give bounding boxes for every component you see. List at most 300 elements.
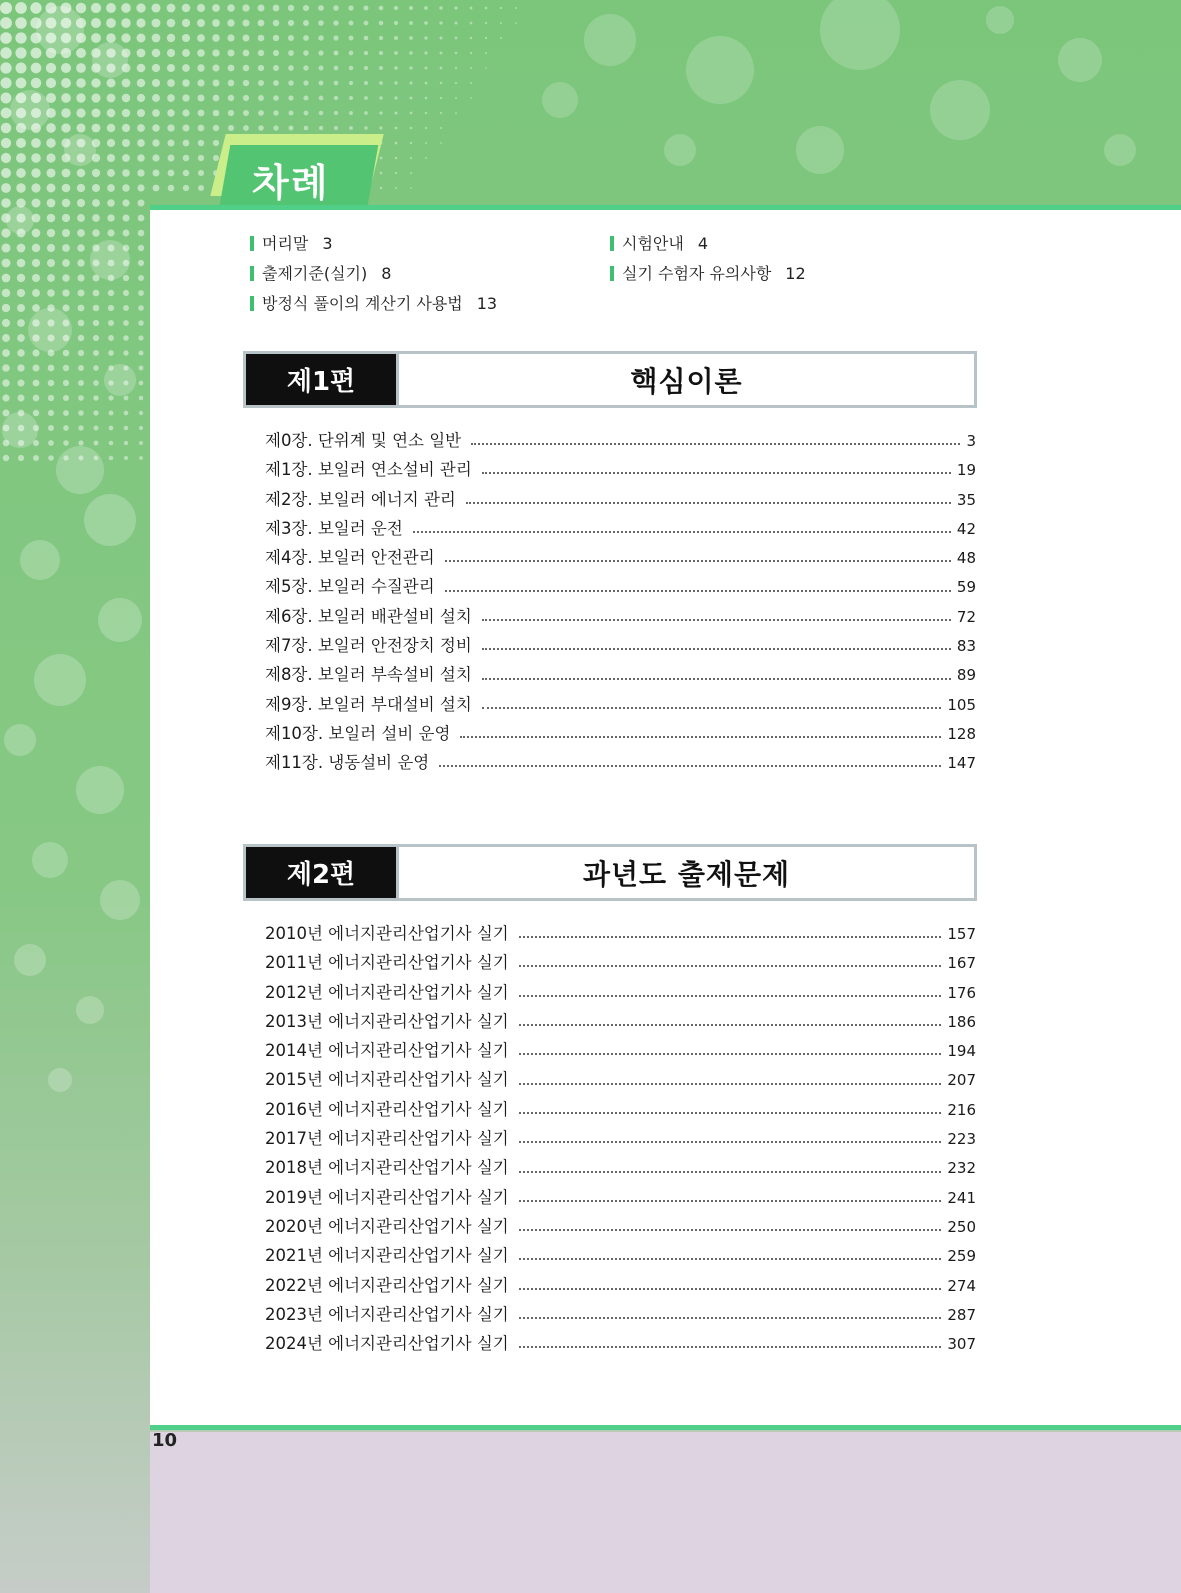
decor-dot	[92, 42, 128, 78]
decor-dot	[198, 140, 205, 147]
decor-dot	[46, 78, 56, 88]
part1-number: 제1편	[246, 354, 396, 405]
decor-dot	[197, 49, 205, 57]
decor-dot	[16, 183, 25, 192]
decor-dot	[93, 395, 98, 400]
decor-dot	[61, 78, 71, 88]
decor-dot	[258, 65, 264, 71]
decor-dot	[0, 17, 12, 29]
decor-dot	[91, 18, 101, 28]
decor-dot	[123, 290, 129, 296]
decor-dot	[455, 37, 458, 40]
decor-dot	[137, 94, 145, 102]
decor-dot	[212, 64, 219, 71]
toc-entry[interactable]	[265, 456, 976, 485]
decor-dot	[62, 304, 69, 311]
toc-entry[interactable]	[265, 1008, 976, 1037]
decor-dot	[228, 80, 235, 87]
toc-entry[interactable]	[265, 573, 976, 602]
decor-dot	[33, 380, 40, 387]
decor-dot	[46, 63, 56, 73]
decor-dot	[78, 425, 83, 430]
decor-dot	[18, 455, 24, 461]
decor-dot	[304, 96, 309, 101]
toc-page: 176	[947, 983, 976, 1002]
decor-dot	[183, 140, 190, 147]
decor-dot	[455, 67, 457, 69]
decor-dot	[167, 34, 175, 42]
decor-dot	[485, 7, 488, 10]
decor-dot	[455, 97, 457, 99]
toc-entry[interactable]	[265, 1154, 976, 1183]
dot-leader	[519, 1287, 942, 1290]
decor-dot	[319, 111, 324, 116]
decor-dot	[109, 441, 114, 446]
decor-dot	[62, 169, 71, 178]
dot-leader	[413, 530, 951, 533]
toc-label: 2020년 에너지관리산업기사 실기	[265, 1216, 509, 1236]
toc-entry[interactable]	[265, 720, 976, 749]
decor-dot	[470, 82, 472, 84]
decor-dot	[243, 110, 249, 116]
decor-dot	[379, 36, 383, 40]
intro-item[interactable]	[250, 261, 391, 284]
decor-dot	[197, 94, 204, 101]
decor-dot	[197, 79, 204, 86]
decor-dot	[500, 22, 502, 24]
decor-dot	[136, 18, 145, 27]
decor-dot	[409, 66, 412, 69]
intro-page: 8	[381, 264, 392, 283]
decor-dot	[333, 35, 338, 40]
decor-dot	[61, 63, 71, 73]
toc-label: 제9장. 보일러 부대설비 설치	[265, 694, 472, 714]
toc-entry[interactable]	[265, 486, 976, 515]
decor-dot	[273, 65, 279, 71]
decor-dot	[47, 289, 55, 297]
decor-dot	[6, 206, 34, 234]
decor-dot	[227, 19, 234, 26]
decor-dot	[167, 109, 174, 116]
part2-title: 과년도 출제문제	[582, 857, 791, 891]
decor-dot	[2, 409, 9, 416]
toc-page: 147	[947, 754, 976, 773]
toc-entry[interactable]	[265, 1272, 976, 1301]
part1-header	[243, 351, 977, 408]
decor-dot	[395, 157, 397, 159]
decor-dot	[46, 153, 55, 162]
part2-number: 제2편	[246, 847, 396, 898]
toc-label: 제1장. 보일러 연소설비 관리	[265, 460, 472, 480]
decor-dot	[288, 110, 293, 115]
toc-entry[interactable]	[265, 632, 976, 661]
toc-label: 제0장. 단위계 및 연소 일반	[265, 431, 462, 450]
decor-dot	[32, 289, 40, 297]
decor-dot	[137, 109, 145, 117]
toc-page: 83	[956, 637, 976, 656]
decor-dot	[167, 19, 176, 28]
decor-dot	[124, 456, 128, 460]
decor-dot	[92, 229, 99, 236]
decor-dot	[123, 305, 129, 311]
decor-dot	[32, 842, 68, 878]
decor-dot	[48, 440, 54, 446]
decor-dot	[107, 184, 115, 192]
decor-dot	[124, 426, 128, 430]
decor-dot	[32, 304, 40, 312]
decor-dot	[212, 49, 219, 56]
decor-dot	[334, 111, 338, 115]
decor-dot	[93, 305, 100, 312]
decor-dot	[409, 51, 412, 54]
toc-entry[interactable]	[265, 1125, 976, 1154]
decor-dot	[93, 365, 99, 371]
toc-entry[interactable]	[265, 515, 976, 544]
decor-dot	[380, 187, 382, 189]
decor-dot	[440, 52, 443, 55]
decor-dot	[137, 49, 146, 58]
toc-page: 223	[947, 1130, 976, 1149]
dot-leader	[519, 1023, 942, 1026]
decor-dot	[31, 183, 40, 192]
toc-entry[interactable]	[265, 920, 976, 949]
decor-dot	[153, 185, 160, 192]
decor-dot	[107, 94, 116, 103]
decor-dot	[319, 96, 324, 101]
decor-dot	[92, 109, 101, 118]
decor-dot	[168, 170, 175, 177]
decor-dot	[1058, 38, 1102, 82]
toc-page: 59	[956, 578, 976, 597]
toc-entry[interactable]	[265, 691, 976, 720]
toc-entry[interactable]	[265, 1037, 976, 1066]
decor-dot	[17, 259, 26, 268]
decor-dot	[182, 49, 190, 57]
decor-dot	[123, 335, 129, 341]
decor-dot	[288, 95, 293, 100]
decor-dot	[48, 395, 54, 401]
decor-dot	[319, 81, 324, 86]
toc-page: 3	[966, 432, 976, 450]
decor-dot	[183, 185, 189, 191]
decor-dot	[424, 6, 428, 10]
intro-item[interactable]	[610, 231, 708, 254]
decor-dot	[318, 50, 323, 55]
decor-dot	[213, 80, 220, 87]
decor-dot	[410, 97, 413, 100]
decor-dot	[124, 441, 128, 445]
intro-label: 출제기준(실기)	[262, 264, 368, 283]
toc-page: 48	[956, 549, 976, 568]
decor-dot	[138, 350, 143, 355]
decor-dot	[318, 65, 323, 70]
dot-leader	[466, 501, 951, 504]
dot-leader	[445, 589, 951, 592]
decor-dot	[379, 6, 384, 11]
decor-dot	[182, 34, 190, 42]
decor-dot	[77, 289, 84, 296]
decor-dot	[17, 364, 24, 371]
decor-dot	[349, 51, 354, 56]
decor-dot	[212, 34, 219, 41]
decor-dot	[470, 67, 472, 69]
decor-dot	[440, 97, 442, 99]
toc-page: 167	[947, 954, 976, 973]
decor-dot	[136, 3, 145, 12]
decor-dot	[395, 187, 397, 189]
decor-dot	[167, 124, 174, 131]
decor-dot	[92, 199, 100, 207]
decor-dot	[455, 112, 457, 114]
intro-item[interactable]	[610, 261, 806, 284]
decor-dot	[123, 275, 129, 281]
decor-dot	[258, 110, 264, 116]
decor-dot	[93, 290, 100, 297]
decor-dot	[77, 184, 85, 192]
decor-dot	[273, 35, 279, 41]
toc-page: 287	[947, 1305, 976, 1324]
decor-dot	[198, 155, 204, 161]
decor-dot	[137, 169, 144, 176]
decor-dot	[107, 199, 115, 207]
decor-dot	[182, 109, 189, 116]
decor-dot	[425, 157, 427, 159]
toc-entry[interactable]	[265, 979, 976, 1008]
decor-dot	[258, 35, 265, 42]
decor-dot	[455, 22, 458, 25]
decor-dot	[137, 34, 146, 43]
decor-dot	[139, 456, 143, 460]
toc-entry[interactable]	[265, 1213, 976, 1242]
toc-entry[interactable]	[265, 427, 976, 456]
decor-dot	[152, 64, 160, 72]
decor-dot	[182, 79, 190, 87]
intro-item[interactable]	[250, 291, 497, 314]
bullet-bar	[610, 236, 614, 251]
decor-dot	[16, 138, 26, 148]
decor-dot	[167, 49, 175, 57]
decor-dot	[92, 124, 101, 133]
decor-dot	[31, 168, 40, 177]
decor-dot	[303, 35, 309, 41]
toc-label: 2016년 에너지관리산업기사 실기	[265, 1099, 509, 1119]
decor-dot	[273, 95, 279, 101]
decor-dot	[2, 289, 11, 298]
decor-dot	[62, 274, 70, 282]
decor-dot	[152, 94, 160, 102]
toc-entry[interactable]	[265, 1242, 976, 1271]
decor-dot	[0, 62, 11, 73]
decor-dot	[425, 127, 427, 129]
decor-dot	[182, 19, 190, 27]
dot-leader	[519, 994, 942, 997]
dot-leader	[519, 1170, 942, 1173]
decor-dot	[78, 410, 84, 416]
decor-dot	[63, 350, 70, 357]
decor-dot	[15, 47, 26, 58]
decor-dot	[18, 395, 25, 402]
decor-dot	[28, 308, 72, 352]
decor-dot	[333, 5, 339, 11]
decor-dot	[0, 47, 11, 58]
decor-dot	[109, 411, 114, 416]
decor-dot	[62, 289, 69, 296]
toc-page: 186	[947, 1012, 976, 1031]
decor-dot	[137, 139, 145, 147]
toc-label: 제11장. 냉동설비 운영	[265, 753, 430, 773]
toc-page: 157	[947, 925, 976, 943]
intro-label: 실기 수험자 유의사항	[622, 264, 772, 283]
decor-dot	[94, 441, 99, 446]
decor-dot	[273, 5, 280, 12]
decor-dot	[139, 366, 144, 371]
decor-dot	[379, 51, 383, 55]
decor-dot	[62, 184, 71, 193]
toc-page: 89	[956, 666, 976, 685]
decor-dot	[228, 65, 235, 72]
toc-label: 제4장. 보일러 안전관리	[265, 548, 435, 568]
decor-dot	[1104, 134, 1136, 166]
decor-dot	[63, 365, 69, 371]
toc-label: 2018년 에너지관리산업기사 실기	[265, 1158, 509, 1178]
bullet-bar	[250, 296, 254, 311]
decor-dot	[107, 229, 114, 236]
toc-entry[interactable]	[265, 1066, 976, 1095]
decor-dot	[686, 36, 754, 104]
decor-dot	[394, 36, 398, 40]
dot-leader	[482, 471, 951, 474]
decor-dot	[48, 380, 55, 387]
decor-dot	[470, 22, 473, 25]
decor-dot	[334, 96, 338, 100]
decor-dot	[820, 0, 900, 70]
decor-dot	[197, 64, 204, 71]
decor-dot	[394, 51, 398, 55]
toc-entry[interactable]	[265, 661, 976, 690]
toc-entry[interactable]	[265, 1184, 976, 1213]
decor-dot	[138, 305, 144, 311]
decor-dot	[47, 274, 55, 282]
decor-dot	[17, 349, 24, 356]
decor-dot	[333, 20, 338, 25]
decor-dot	[349, 66, 353, 70]
toc-entry[interactable]	[265, 1301, 976, 1330]
decor-dot	[500, 7, 502, 9]
decor-dot	[138, 335, 143, 340]
decor-dot	[334, 81, 339, 86]
toc-entry[interactable]	[265, 544, 976, 573]
decor-dot	[349, 81, 353, 85]
decor-dot	[137, 184, 144, 191]
part2-header	[243, 844, 977, 901]
decor-dot	[485, 67, 487, 69]
decor-dot	[227, 34, 234, 41]
decor-dot	[1, 108, 12, 119]
decor-dot	[440, 67, 443, 70]
decor-dot	[348, 20, 353, 25]
decor-dot	[137, 154, 144, 161]
toc-entry[interactable]	[265, 1330, 976, 1359]
toc-label: 2023년 에너지관리산업기사 실기	[265, 1304, 509, 1324]
toc-entry[interactable]	[265, 749, 976, 778]
decor-dot	[107, 124, 115, 132]
decor-dot	[424, 51, 427, 54]
toc-page: 259	[947, 1247, 976, 1266]
toc-label: 제3장. 보일러 운전	[265, 518, 403, 538]
decor-dot	[2, 274, 11, 283]
toc-label: 제8장. 보일러 부속설비 설치	[265, 665, 472, 685]
toc-entry[interactable]	[265, 949, 976, 978]
decor-dot	[76, 93, 85, 102]
decor-dot	[17, 304, 25, 312]
decor-dot	[93, 425, 98, 430]
dot-leader	[519, 1228, 942, 1231]
decor-dot	[92, 169, 100, 177]
decor-dot	[228, 125, 234, 131]
decor-dot	[198, 125, 205, 132]
decor-dot	[364, 6, 369, 11]
toc-entry[interactable]	[265, 1096, 976, 1125]
dot-leader	[519, 1316, 942, 1319]
decor-dot	[410, 112, 413, 115]
decor-dot	[1, 153, 11, 163]
decor-dot	[167, 94, 175, 102]
decor-dot	[318, 35, 323, 40]
decor-dot	[108, 395, 113, 400]
decor-dot	[349, 36, 354, 41]
decor-dot	[228, 110, 234, 116]
toc-entry[interactable]	[265, 603, 976, 632]
decor-dot	[76, 123, 85, 132]
decor-dot	[364, 111, 368, 115]
decor-dot	[364, 51, 368, 55]
toc-page: 35	[956, 490, 976, 509]
dot-leader	[519, 1052, 942, 1055]
decor-dot	[48, 1068, 72, 1092]
decor-dot	[318, 20, 324, 26]
decor-dot	[198, 110, 205, 117]
decor-dot	[167, 79, 175, 87]
decor-dot	[77, 274, 84, 281]
decor-dot	[76, 3, 87, 14]
decor-dot	[63, 380, 69, 386]
decor-dot	[424, 36, 427, 39]
decor-dot	[107, 139, 115, 147]
decor-dot	[319, 126, 323, 130]
decor-dot	[104, 364, 136, 396]
decor-dot	[439, 36, 442, 39]
decor-dot	[46, 168, 55, 177]
decor-dot	[258, 5, 265, 12]
decor-dot	[152, 34, 161, 43]
decor-dot	[243, 65, 250, 72]
intro-item[interactable]	[250, 231, 333, 254]
decor-dot	[63, 410, 69, 416]
decor-dot	[16, 153, 26, 163]
decor-dot	[76, 48, 86, 58]
decor-dot	[303, 65, 308, 70]
decor-dot	[273, 125, 278, 130]
decor-dot	[364, 126, 367, 129]
decor-dot	[364, 81, 368, 85]
decor-dot	[107, 154, 115, 162]
dot-leader	[439, 764, 941, 767]
decor-dot	[32, 244, 40, 252]
decor-dot	[288, 20, 294, 26]
decor-dot	[213, 125, 219, 131]
decor-dot	[77, 259, 84, 266]
decor-dot	[62, 244, 70, 252]
